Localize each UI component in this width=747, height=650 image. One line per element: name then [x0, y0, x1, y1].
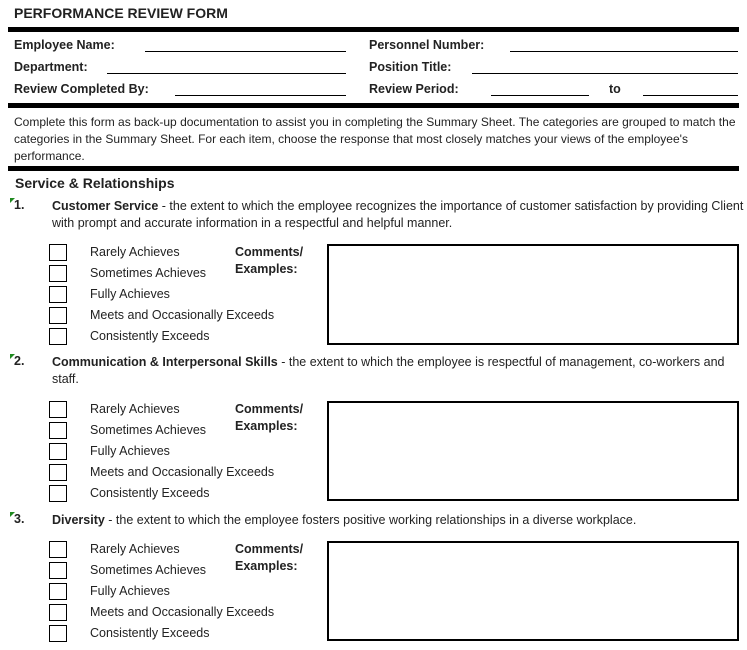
review-period-to-label: to [609, 82, 621, 96]
rating-option-label: Rarely Achieves [90, 542, 180, 556]
item-number: 1. [14, 198, 25, 212]
review-period-end-field[interactable] [643, 95, 738, 96]
rating-option-label: Meets and Occasionally Exceeds [90, 465, 275, 479]
position-title-field[interactable] [472, 73, 738, 74]
comments-textbox[interactable] [327, 244, 739, 345]
rating-option-label: Consistently Exceeds [90, 329, 210, 343]
rating-option-label: Fully Achieves [90, 444, 170, 458]
rating-option-label: Fully Achieves [90, 287, 170, 301]
rating-checkbox[interactable] [49, 541, 67, 558]
item-name: Communication & Interpersonal Skills [52, 355, 278, 369]
rating-option-label: Sometimes Achieves [90, 266, 207, 280]
examples-label: Examples: [235, 419, 298, 433]
rating-option-label: Consistently Exceeds [90, 486, 210, 500]
personnel-number-field[interactable] [510, 51, 738, 52]
rating-checkbox[interactable] [49, 265, 67, 282]
item-description-text: - the extent to which the employee recognizes the importance of customer satisfaction by providing Client with prompt and accurate information in a respectful and helpful manner. [52, 199, 744, 230]
rating-checkbox[interactable] [49, 464, 67, 481]
item-description [52, 354, 744, 388]
item-name: Customer Service [52, 199, 159, 213]
form-title: PERFORMANCE REVIEW FORM [14, 5, 228, 21]
comments-label: Comments/ [235, 542, 304, 556]
rating-option-label: Sometimes Achieves [90, 563, 207, 577]
rating-checkbox[interactable] [49, 244, 67, 261]
employee-name-field[interactable] [145, 51, 346, 52]
rating-option-label: Sometimes Achieves [90, 423, 207, 437]
rating-checkbox[interactable] [49, 485, 67, 502]
item-description [52, 198, 744, 232]
rating-option-label: Rarely Achieves [90, 245, 180, 259]
comments-label: Comments/ [235, 245, 304, 259]
rating-checkbox[interactable] [49, 583, 67, 600]
rating-option-label: Consistently Exceeds [90, 626, 210, 640]
item-number: 3. [14, 512, 25, 526]
examples-label: Examples: [235, 262, 298, 276]
rating-checkbox[interactable] [49, 422, 67, 439]
review-period-start-field[interactable] [491, 95, 589, 96]
department-label: Department: [14, 60, 88, 74]
rating-checkbox[interactable] [49, 443, 67, 460]
employee-name-label: Employee Name: [14, 38, 115, 52]
rating-checkbox[interactable] [49, 604, 67, 621]
divider [8, 166, 739, 171]
rating-option-label: Fully Achieves [90, 584, 170, 598]
rating-option-label: Meets and Occasionally Exceeds [90, 605, 275, 619]
rating-checkbox[interactable] [49, 562, 67, 579]
divider [8, 27, 739, 32]
item-description-text: - the extent to which the employee is respectful of management, co-workers and staff. [52, 355, 725, 386]
rating-checkbox[interactable] [49, 328, 67, 345]
rating-checkbox[interactable] [49, 401, 67, 418]
review-completed-by-label: Review Completed By: [14, 82, 149, 96]
rating-checkbox[interactable] [49, 286, 67, 303]
personnel-number-label: Personnel Number: [369, 38, 485, 52]
review-completed-by-field[interactable] [175, 95, 346, 96]
rating-option-label: Meets and Occasionally Exceeds [90, 308, 275, 322]
examples-label: Examples: [235, 559, 298, 573]
item-name: Diversity [52, 513, 105, 527]
position-title-label: Position Title: [369, 60, 452, 74]
item-description [52, 512, 744, 529]
department-field[interactable] [107, 73, 346, 74]
comments-textbox[interactable] [327, 541, 739, 641]
comments-label: Comments/ [235, 402, 304, 416]
review-period-label: Review Period: [369, 82, 459, 96]
item-number: 2. [14, 354, 25, 368]
rating-option-label: Rarely Achieves [90, 402, 180, 416]
rating-checkbox[interactable] [49, 307, 67, 324]
rating-checkbox[interactable] [49, 625, 67, 642]
item-description-text: - the extent to which the employee fosters positive working relationships in a diverse workplace. [104, 513, 637, 527]
section-title: Service & Relationships [15, 175, 175, 191]
instructions: Complete this form as back-up documentation to assist you in completing the Summary Sheet. The categories are grouped to match the categories in the Summary Sheet. For each item, choose the response that most closely matches your views of the employee's performance. [14, 115, 736, 163]
divider [8, 103, 739, 108]
comments-textbox[interactable] [327, 401, 739, 501]
